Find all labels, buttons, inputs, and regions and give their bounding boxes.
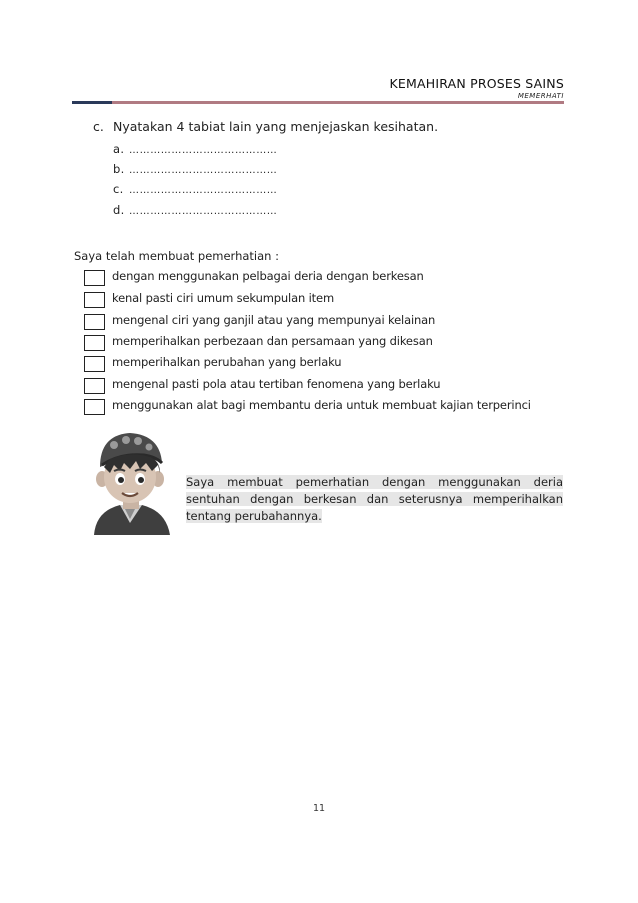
checklist-item (84, 267, 564, 286)
checkbox[interactable] (84, 356, 105, 372)
checklist-item-label: mengenal pasti pola atau tertiban fenomena yang berlaku (112, 377, 441, 391)
question-text: Nyatakan 4 tabiat lain yang menjejaskan kesihatan. (113, 119, 439, 134)
checklist-item-label: kenal pasti ciri umum sekumpulan item (112, 291, 335, 305)
answer-letter: c. (113, 182, 124, 196)
checklist-item-label: menggunakan alat bagi membantu deria untuk membuat kajian terperinci (112, 398, 531, 412)
checklist-item (84, 332, 564, 351)
checklist-item-label: mengenal ciri yang ganjil atau yang mempunyai kelainan (112, 313, 436, 327)
boy-character-avatar (80, 427, 180, 535)
speech-text-content: Saya membuat pemerhatian dengan menggunakan deria sentuhan dengan berkesan dan seterusnya memperihalkan tentang perubahannya. (186, 475, 563, 523)
checklist-item (84, 375, 564, 394)
checklist-item-label: memperihalkan perbezaan dan persamaan yang dikesan (112, 334, 433, 348)
answer-dots: …………………………………… (129, 165, 278, 176)
answer-line-a[interactable] (113, 142, 277, 156)
header-subtitle: MEMERHATI (517, 92, 564, 100)
answer-line-d[interactable] (113, 203, 277, 217)
header-title: KEMAHIRAN PROSES SAINS (389, 76, 564, 91)
checklist-item (84, 396, 564, 415)
question-c (93, 119, 438, 134)
checkbox[interactable] (84, 270, 105, 286)
checkbox[interactable] (84, 292, 105, 308)
answer-letter: d. (113, 203, 125, 217)
checkbox[interactable] (84, 378, 105, 394)
question-letter: c. (93, 119, 104, 134)
answer-dots: …………………………………… (129, 145, 278, 156)
speech-text (186, 474, 563, 525)
checkbox[interactable] (84, 314, 105, 330)
checklist-item-label: dengan menggunakan pelbagai deria dengan berkesan (112, 269, 424, 283)
answer-line-c[interactable] (113, 182, 277, 196)
checklist-item-label: memperihalkan perubahan yang berlaku (112, 355, 342, 369)
checkbox[interactable] (84, 335, 105, 351)
answer-line-b[interactable] (113, 162, 277, 176)
checklist-item (84, 311, 564, 330)
header-divider (72, 101, 564, 104)
header-divider-accent (72, 101, 112, 104)
checklist-item (84, 289, 564, 308)
answer-letter: b. (113, 162, 125, 176)
checklist-item (84, 353, 564, 372)
answer-dots: …………………………………… (129, 206, 278, 217)
answer-dots: …………………………………… (129, 185, 278, 196)
checklist-intro: Saya telah membuat pemerhatian : (74, 249, 279, 263)
answer-letter: a. (113, 142, 125, 156)
avatar-illustration (80, 427, 180, 535)
checkbox[interactable] (84, 399, 105, 415)
page-number: 11 (312, 803, 326, 814)
